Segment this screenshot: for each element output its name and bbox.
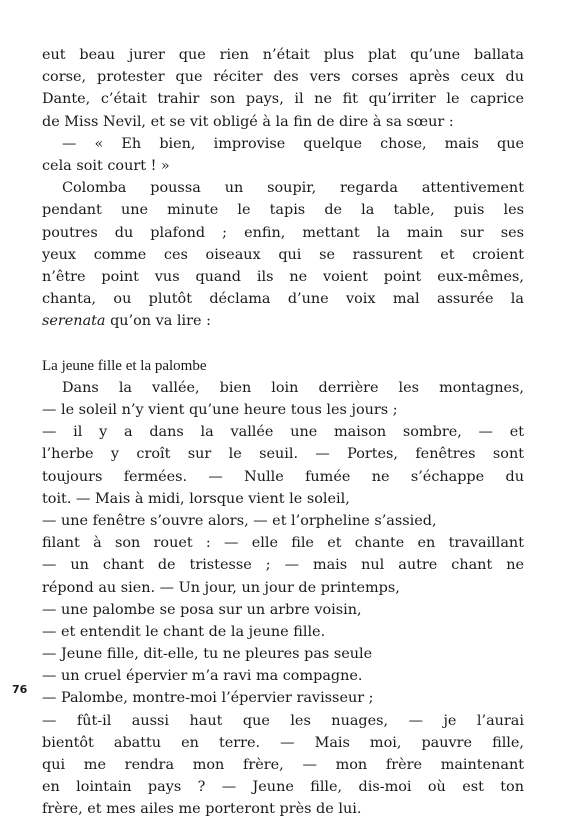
song-text bbox=[42, 377, 524, 821]
italic-word: serenata bbox=[42, 313, 106, 330]
song-line: frère, et mes ailes me porteront près de lui. bbox=[42, 801, 362, 818]
song-line: répond au sien. — Un jour, un jour de printemps, bbox=[42, 579, 400, 596]
text-line: Colomba poussa un soupir, regarda attentivement bbox=[62, 180, 524, 197]
song-title: La jeune fille et la palombe bbox=[42, 357, 207, 374]
paragraph bbox=[42, 133, 524, 177]
song-line: toit. — Mais à midi, lorsque vient le soleil, bbox=[42, 490, 350, 507]
song-line: — il y a dans la vallée une maison sombre, — et bbox=[42, 424, 524, 441]
song-line: — et entendit le chant de la jeune fille. bbox=[42, 623, 326, 640]
paragraph bbox=[42, 177, 524, 332]
song-line: — un chant de tristesse ; — mais nul autre chant ne bbox=[42, 557, 524, 574]
text-line: cela soit court ! » bbox=[42, 157, 170, 174]
song-line: — Palombe, montre-moi l’épervier ravisseur ; bbox=[42, 690, 374, 707]
song-line: — un cruel épervier m’a ravi ma compagne. bbox=[42, 668, 363, 685]
text-line: yeux comme ces oiseaux qui se rassurent et croient bbox=[42, 246, 524, 263]
song-line: bientôt abattu en terre. — Mais moi, pauvre fille, bbox=[42, 734, 524, 751]
song-line: — le soleil n’y vient qu’une heure tous les jours ; bbox=[42, 402, 398, 418]
song-line: — une palombe se posa sur un arbre voisin, bbox=[42, 601, 362, 618]
text-line: chanta, ou plutôt déclama d’une voix mal assurée la bbox=[42, 291, 524, 308]
text-fragment: qu’on va lire : bbox=[105, 313, 211, 330]
text-line: poutres du plafond ; enfin, mettant la main sur ses bbox=[42, 224, 524, 241]
page-text bbox=[42, 44, 524, 821]
text-line bbox=[42, 310, 524, 332]
song-line: toujours fermées. — Nulle fumée ne s’échappe du bbox=[42, 468, 524, 485]
page-number: 76 bbox=[12, 683, 28, 696]
text-line: — « Eh bien, improvise quelque chose, mais que bbox=[62, 135, 524, 152]
text-line: Dante, c’était trahir son pays, il ne fit qu’irriter le caprice bbox=[42, 91, 524, 108]
song-line: qui me rendra mon frère, — mon frère maintenant bbox=[42, 757, 524, 773]
song-line: l’herbe y croît sur le seuil. — Portes, fenêtres sont bbox=[42, 446, 524, 463]
song-line: — une fenêtre s’ouvre alors, — et l’orpheline s’assied, bbox=[42, 512, 437, 529]
paragraph bbox=[42, 44, 524, 133]
text-line: corse, protester que réciter des vers corses après ceux du bbox=[42, 69, 524, 86]
song-line: filant à son rouet : — elle file et chante en travaillant bbox=[42, 535, 524, 552]
text-line: n’être point vus quand ils ne voient point eux-mêmes, bbox=[42, 268, 524, 285]
text-line: eut beau jurer que rien n’était plus plat qu’une ballata bbox=[42, 47, 524, 63]
blank-line bbox=[42, 332, 524, 354]
text-line: pendant une minute le tapis de la table, puis les bbox=[42, 202, 524, 219]
song-line: Dans la vallée, bien loin derrière les montagnes, bbox=[62, 379, 524, 396]
song-line: — Jeune fille, dit-elle, tu ne pleures pas seule bbox=[42, 646, 373, 663]
text-line: de Miss Nevil, et se vit obligé à la fin de dire à sa sœur : bbox=[42, 113, 454, 130]
song-line: en lointain pays ? — Jeune fille, dis-moi où est ton bbox=[42, 779, 524, 796]
song-line: — fût-il aussi haut que les nuages, — je l’aurai bbox=[42, 712, 524, 729]
